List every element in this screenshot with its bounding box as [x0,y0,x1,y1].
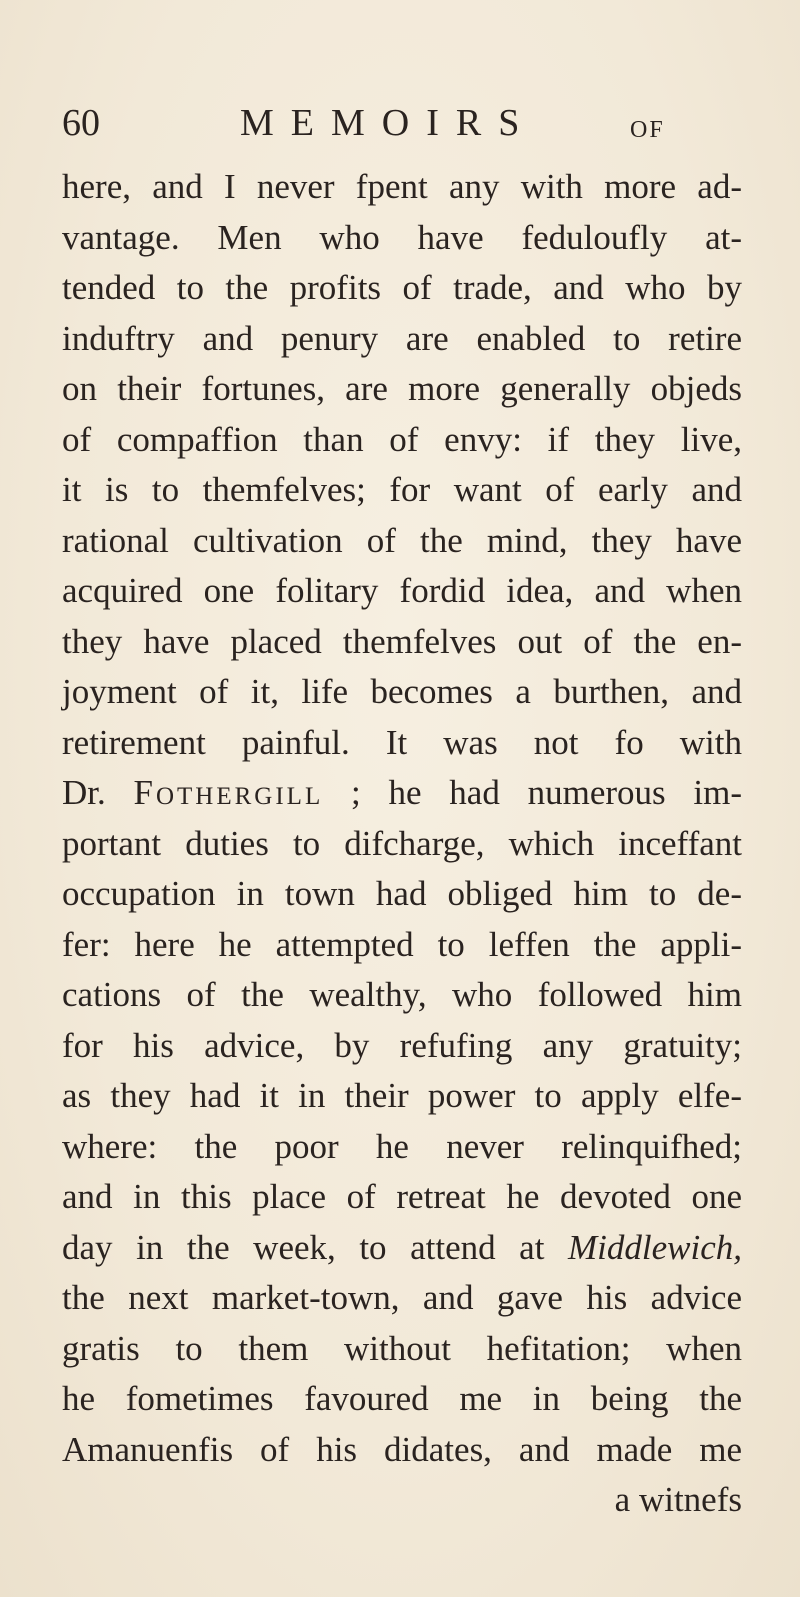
text-line: acquired one folitary fordid idea, and when [62,571,742,610]
text-line [62,1223,742,1274]
text-line: as they had it in their power to apply elfe- [62,1076,742,1115]
text-line: retirement painful. It was not fo with [62,722,742,762]
page-header [62,98,742,148]
text-line: occupation in town had obliged him to de- [62,874,742,913]
body-text [62,162,742,1526]
text-line: they have placed themfelves out of the en- [62,621,742,661]
text-line: induftry and penury are enabled to retire [62,318,742,358]
text-line: vantage. Men who have feduloufly at- [62,217,742,257]
running-head-of: OF [630,117,665,143]
text-line: gratis to them without hefitation; when [62,1328,742,1368]
running-head: MEMOIRS [240,102,537,144]
text-line: Amanuenfis of his didates, and made me [62,1429,742,1469]
text-line [62,768,742,819]
text-line: where: the poor he never relinquifhed; [62,1126,742,1166]
text-line: it is to themfelves; for want of early and [62,470,742,509]
text-line: fer: here he attempted to leffen the appli- [62,924,742,964]
text-fragment: day in the week, to attend at [62,1227,545,1267]
text-line: here, and I never fpent any with more ad- [62,167,742,206]
text-fragment: ; he had numerous im- [351,773,742,812]
person-name: Fothergill [133,773,324,812]
text-line: the next market-town, and gave his advice [62,1278,742,1317]
text-line: tended to the profits of trade, and who by [62,268,742,307]
text-line: portant duties to difcharge, which inceffant [62,823,742,863]
text-line: cations of the wealthy, who followed him [62,975,742,1014]
text-fragment: Dr. [62,773,106,812]
catchword: a witnefs [614,1480,742,1519]
text-line: and in this place of retreat he devoted one [62,1177,742,1216]
place-name: Middlewich, [568,1227,742,1267]
text-line: of compaffion than of envy: if they live, [62,419,742,459]
text-line: on their fortunes, are more generally objeds [62,369,742,408]
page-number: 60 [62,102,100,144]
text-line: for his advice, by refufing any gratuity; [62,1025,742,1065]
text-line: joyment of it, life becomes a burthen, and [62,672,742,711]
text-line: he fometimes favoured me in being the [62,1379,742,1418]
text-line: rational cultivation of the mind, they have [62,520,742,560]
